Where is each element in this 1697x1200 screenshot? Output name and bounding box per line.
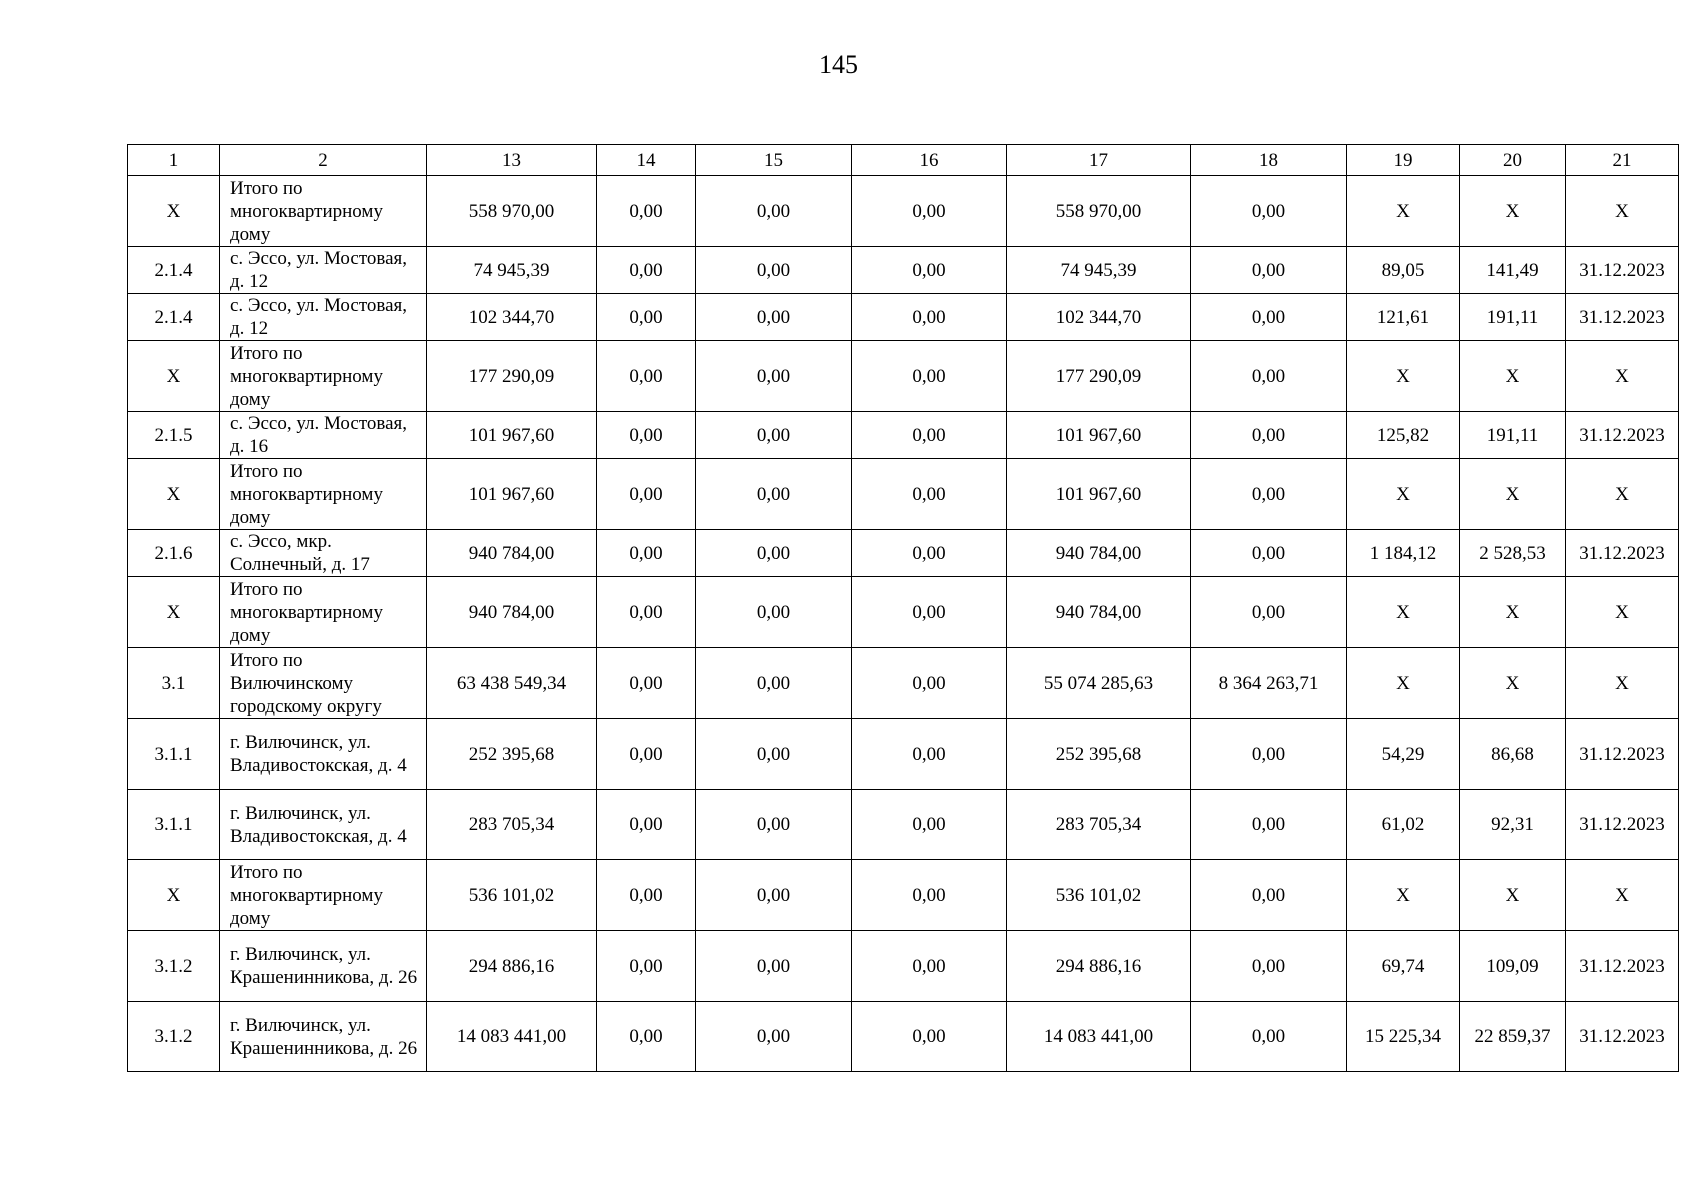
table-cell: 89,05 xyxy=(1347,247,1460,294)
table-cell: 31.12.2023 xyxy=(1566,530,1679,577)
table-cell: 0,00 xyxy=(597,176,696,247)
table-cell: X xyxy=(1566,459,1679,530)
column-header: 19 xyxy=(1347,145,1460,176)
table-row xyxy=(128,247,1679,294)
table-cell: 0,00 xyxy=(1191,247,1347,294)
address-cell: Итого по многоквартирному дому xyxy=(220,459,427,530)
table-cell: 0,00 xyxy=(696,459,852,530)
table-cell: 69,74 xyxy=(1347,931,1460,1002)
table-cell: 0,00 xyxy=(1191,719,1347,790)
table-cell: 283 705,34 xyxy=(1007,790,1191,860)
table-cell: 31.12.2023 xyxy=(1566,1002,1679,1072)
table-row xyxy=(128,931,1679,1002)
address-cell: с. Эссо, ул. Мостовая, д. 16 xyxy=(220,412,427,459)
address-cell: г. Вилючинск, ул. Крашенинникова, д. 26 xyxy=(220,931,427,1002)
address-cell: г. Вилючинск, ул. Крашенинникова, д. 26 xyxy=(220,1002,427,1072)
table-cell: 3.1.1 xyxy=(128,790,220,860)
table-cell: 1 184,12 xyxy=(1347,530,1460,577)
table-cell: 0,00 xyxy=(852,790,1007,860)
table-cell: 22 859,37 xyxy=(1460,1002,1566,1072)
address-cell: с. Эссо, ул. Мостовая, д. 12 xyxy=(220,294,427,341)
table-cell: 102 344,70 xyxy=(427,294,597,341)
table-cell: X xyxy=(1347,648,1460,719)
table-cell: 54,29 xyxy=(1347,719,1460,790)
table-cell: X xyxy=(1460,648,1566,719)
table-cell: X xyxy=(1347,341,1460,412)
table-cell: 101 967,60 xyxy=(427,412,597,459)
table-cell: 0,00 xyxy=(852,860,1007,931)
table-cell: 0,00 xyxy=(852,341,1007,412)
table-cell: 536 101,02 xyxy=(427,860,597,931)
table-cell: 15 225,34 xyxy=(1347,1002,1460,1072)
table-cell: 0,00 xyxy=(696,294,852,341)
address-cell: г. Вилючинск, ул. Владивостокская, д. 4 xyxy=(220,790,427,860)
table-cell: X xyxy=(1460,459,1566,530)
table-cell: 31.12.2023 xyxy=(1566,294,1679,341)
table-cell: 0,00 xyxy=(1191,176,1347,247)
table-cell: 0,00 xyxy=(696,790,852,860)
table-cell: 558 970,00 xyxy=(427,176,597,247)
table-cell: 0,00 xyxy=(696,1002,852,1072)
table-cell: 0,00 xyxy=(696,247,852,294)
table-cell: 0,00 xyxy=(597,247,696,294)
table-cell: 0,00 xyxy=(1191,341,1347,412)
table-cell: 283 705,34 xyxy=(427,790,597,860)
table-cell: X xyxy=(128,176,220,247)
table-cell: 109,09 xyxy=(1460,931,1566,1002)
table-row xyxy=(128,648,1679,719)
table-cell: 0,00 xyxy=(597,648,696,719)
address-cell: с. Эссо, мкр. Солнечный, д. 17 xyxy=(220,530,427,577)
page-number: 145 xyxy=(819,50,858,79)
table-cell: 940 784,00 xyxy=(1007,530,1191,577)
table-cell: X xyxy=(1566,648,1679,719)
table-cell: 101 967,60 xyxy=(1007,459,1191,530)
table-cell: 2.1.4 xyxy=(128,294,220,341)
column-header: 16 xyxy=(852,145,1007,176)
table-cell: X xyxy=(1566,577,1679,648)
table-cell: 125,82 xyxy=(1347,412,1460,459)
table-cell: X xyxy=(128,459,220,530)
column-header: 18 xyxy=(1191,145,1347,176)
table-cell: 0,00 xyxy=(597,577,696,648)
table-cell: 2.1.5 xyxy=(128,412,220,459)
table-cell: 0,00 xyxy=(696,577,852,648)
table-cell: 0,00 xyxy=(852,176,1007,247)
table-cell: 0,00 xyxy=(696,176,852,247)
table-cell: 191,11 xyxy=(1460,412,1566,459)
table-row xyxy=(128,790,1679,860)
table-cell: 14 083 441,00 xyxy=(427,1002,597,1072)
table-row xyxy=(128,294,1679,341)
table-cell: 0,00 xyxy=(852,648,1007,719)
table-cell: 0,00 xyxy=(696,530,852,577)
table-cell: X xyxy=(1460,176,1566,247)
table-cell: 294 886,16 xyxy=(427,931,597,1002)
table-cell: 177 290,09 xyxy=(427,341,597,412)
table-cell: X xyxy=(1566,860,1679,931)
table-cell: 0,00 xyxy=(597,1002,696,1072)
table-cell: 31.12.2023 xyxy=(1566,412,1679,459)
table-cell: 2.1.4 xyxy=(128,247,220,294)
column-header: 21 xyxy=(1566,145,1679,176)
table-cell: 940 784,00 xyxy=(427,577,597,648)
table-cell: 55 074 285,63 xyxy=(1007,648,1191,719)
table-cell: 0,00 xyxy=(597,459,696,530)
table-cell: X xyxy=(1347,176,1460,247)
table-cell: 31.12.2023 xyxy=(1566,931,1679,1002)
table-cell: 74 945,39 xyxy=(1007,247,1191,294)
table-cell: 2.1.6 xyxy=(128,530,220,577)
table-cell: 0,00 xyxy=(1191,931,1347,1002)
table-cell: X xyxy=(1347,577,1460,648)
table-cell: 0,00 xyxy=(1191,412,1347,459)
table-cell: X xyxy=(1460,577,1566,648)
table-cell: X xyxy=(1347,860,1460,931)
table-cell: X xyxy=(1566,176,1679,247)
table-cell: X xyxy=(1460,860,1566,931)
table-row xyxy=(128,1002,1679,1072)
table-cell: 141,49 xyxy=(1460,247,1566,294)
table-cell: 14 083 441,00 xyxy=(1007,1002,1191,1072)
table-cell: 102 344,70 xyxy=(1007,294,1191,341)
address-cell: Итого по многоквартирному дому xyxy=(220,176,427,247)
header-row xyxy=(128,145,1679,176)
column-header: 14 xyxy=(597,145,696,176)
table-cell: 0,00 xyxy=(1191,459,1347,530)
table-cell: X xyxy=(128,577,220,648)
table-cell: 3.1.2 xyxy=(128,1002,220,1072)
table-cell: 0,00 xyxy=(597,412,696,459)
table-cell: 252 395,68 xyxy=(427,719,597,790)
table-cell: X xyxy=(1347,459,1460,530)
table-cell: 0,00 xyxy=(597,860,696,931)
table-cell: 0,00 xyxy=(852,931,1007,1002)
table-cell: 0,00 xyxy=(597,790,696,860)
table-cell: 61,02 xyxy=(1347,790,1460,860)
address-cell: г. Вилючинск, ул. Владивостокская, д. 4 xyxy=(220,719,427,790)
table-cell: 3.1.1 xyxy=(128,719,220,790)
table-cell: 0,00 xyxy=(1191,1002,1347,1072)
table-cell: 0,00 xyxy=(852,247,1007,294)
column-header: 17 xyxy=(1007,145,1191,176)
table-row xyxy=(128,459,1679,530)
table-cell: 3.1.2 xyxy=(128,931,220,1002)
table-cell: 191,11 xyxy=(1460,294,1566,341)
column-header: 2 xyxy=(220,145,427,176)
table-row xyxy=(128,341,1679,412)
address-cell: Итого по Вилючинскому городскому округу xyxy=(220,648,427,719)
table-cell: X xyxy=(1566,341,1679,412)
table-cell: 177 290,09 xyxy=(1007,341,1191,412)
table-cell: 74 945,39 xyxy=(427,247,597,294)
table-cell: 31.12.2023 xyxy=(1566,247,1679,294)
table-cell: 101 967,60 xyxy=(427,459,597,530)
table-cell: 121,61 xyxy=(1347,294,1460,341)
column-header: 15 xyxy=(696,145,852,176)
table-cell: 0,00 xyxy=(1191,790,1347,860)
table-row xyxy=(128,530,1679,577)
table-cell: 63 438 549,34 xyxy=(427,648,597,719)
table-row xyxy=(128,577,1679,648)
table-cell: 0,00 xyxy=(597,341,696,412)
table-cell: 31.12.2023 xyxy=(1566,790,1679,860)
table-cell: 92,31 xyxy=(1460,790,1566,860)
table-cell: 940 784,00 xyxy=(1007,577,1191,648)
table-cell: 536 101,02 xyxy=(1007,860,1191,931)
table-cell: 0,00 xyxy=(696,719,852,790)
table-cell: 86,68 xyxy=(1460,719,1566,790)
table-cell: 940 784,00 xyxy=(427,530,597,577)
table-cell: 0,00 xyxy=(597,294,696,341)
table-cell: 0,00 xyxy=(1191,530,1347,577)
table-row xyxy=(128,412,1679,459)
address-cell: с. Эссо, ул. Мостовая, д. 12 xyxy=(220,247,427,294)
table-cell: 0,00 xyxy=(696,931,852,1002)
table-cell: X xyxy=(128,341,220,412)
table-cell: 0,00 xyxy=(1191,860,1347,931)
table-cell: 31.12.2023 xyxy=(1566,719,1679,790)
table-cell: X xyxy=(1460,341,1566,412)
table-cell: 0,00 xyxy=(852,294,1007,341)
address-cell: Итого по многоквартирному дому xyxy=(220,577,427,648)
table-cell: 8 364 263,71 xyxy=(1191,648,1347,719)
table-cell: 0,00 xyxy=(1191,577,1347,648)
table-cell: 0,00 xyxy=(852,719,1007,790)
table-cell: 0,00 xyxy=(696,860,852,931)
table-cell: 0,00 xyxy=(852,530,1007,577)
address-cell: Итого по многоквартирному дому xyxy=(220,860,427,931)
column-header: 13 xyxy=(427,145,597,176)
table-cell: 0,00 xyxy=(852,412,1007,459)
table-row xyxy=(128,860,1679,931)
table-cell: 3.1 xyxy=(128,648,220,719)
table-cell: 0,00 xyxy=(696,412,852,459)
table-cell: 0,00 xyxy=(852,1002,1007,1072)
address-cell: Итого по многоквартирному дому xyxy=(220,341,427,412)
table-cell: 558 970,00 xyxy=(1007,176,1191,247)
table-cell: 101 967,60 xyxy=(1007,412,1191,459)
column-header: 1 xyxy=(128,145,220,176)
table-cell: 0,00 xyxy=(852,459,1007,530)
table-row xyxy=(128,719,1679,790)
table-cell: 252 395,68 xyxy=(1007,719,1191,790)
table-row xyxy=(128,176,1679,247)
table-cell: 2 528,53 xyxy=(1460,530,1566,577)
table-cell: 0,00 xyxy=(852,577,1007,648)
data-table xyxy=(127,144,1679,1072)
table-cell: 294 886,16 xyxy=(1007,931,1191,1002)
table-cell: 0,00 xyxy=(1191,294,1347,341)
table-cell: X xyxy=(128,860,220,931)
table-cell: 0,00 xyxy=(597,719,696,790)
table-cell: 0,00 xyxy=(696,341,852,412)
table-cell: 0,00 xyxy=(597,931,696,1002)
table-cell: 0,00 xyxy=(597,530,696,577)
table-cell: 0,00 xyxy=(696,648,852,719)
column-header: 20 xyxy=(1460,145,1566,176)
